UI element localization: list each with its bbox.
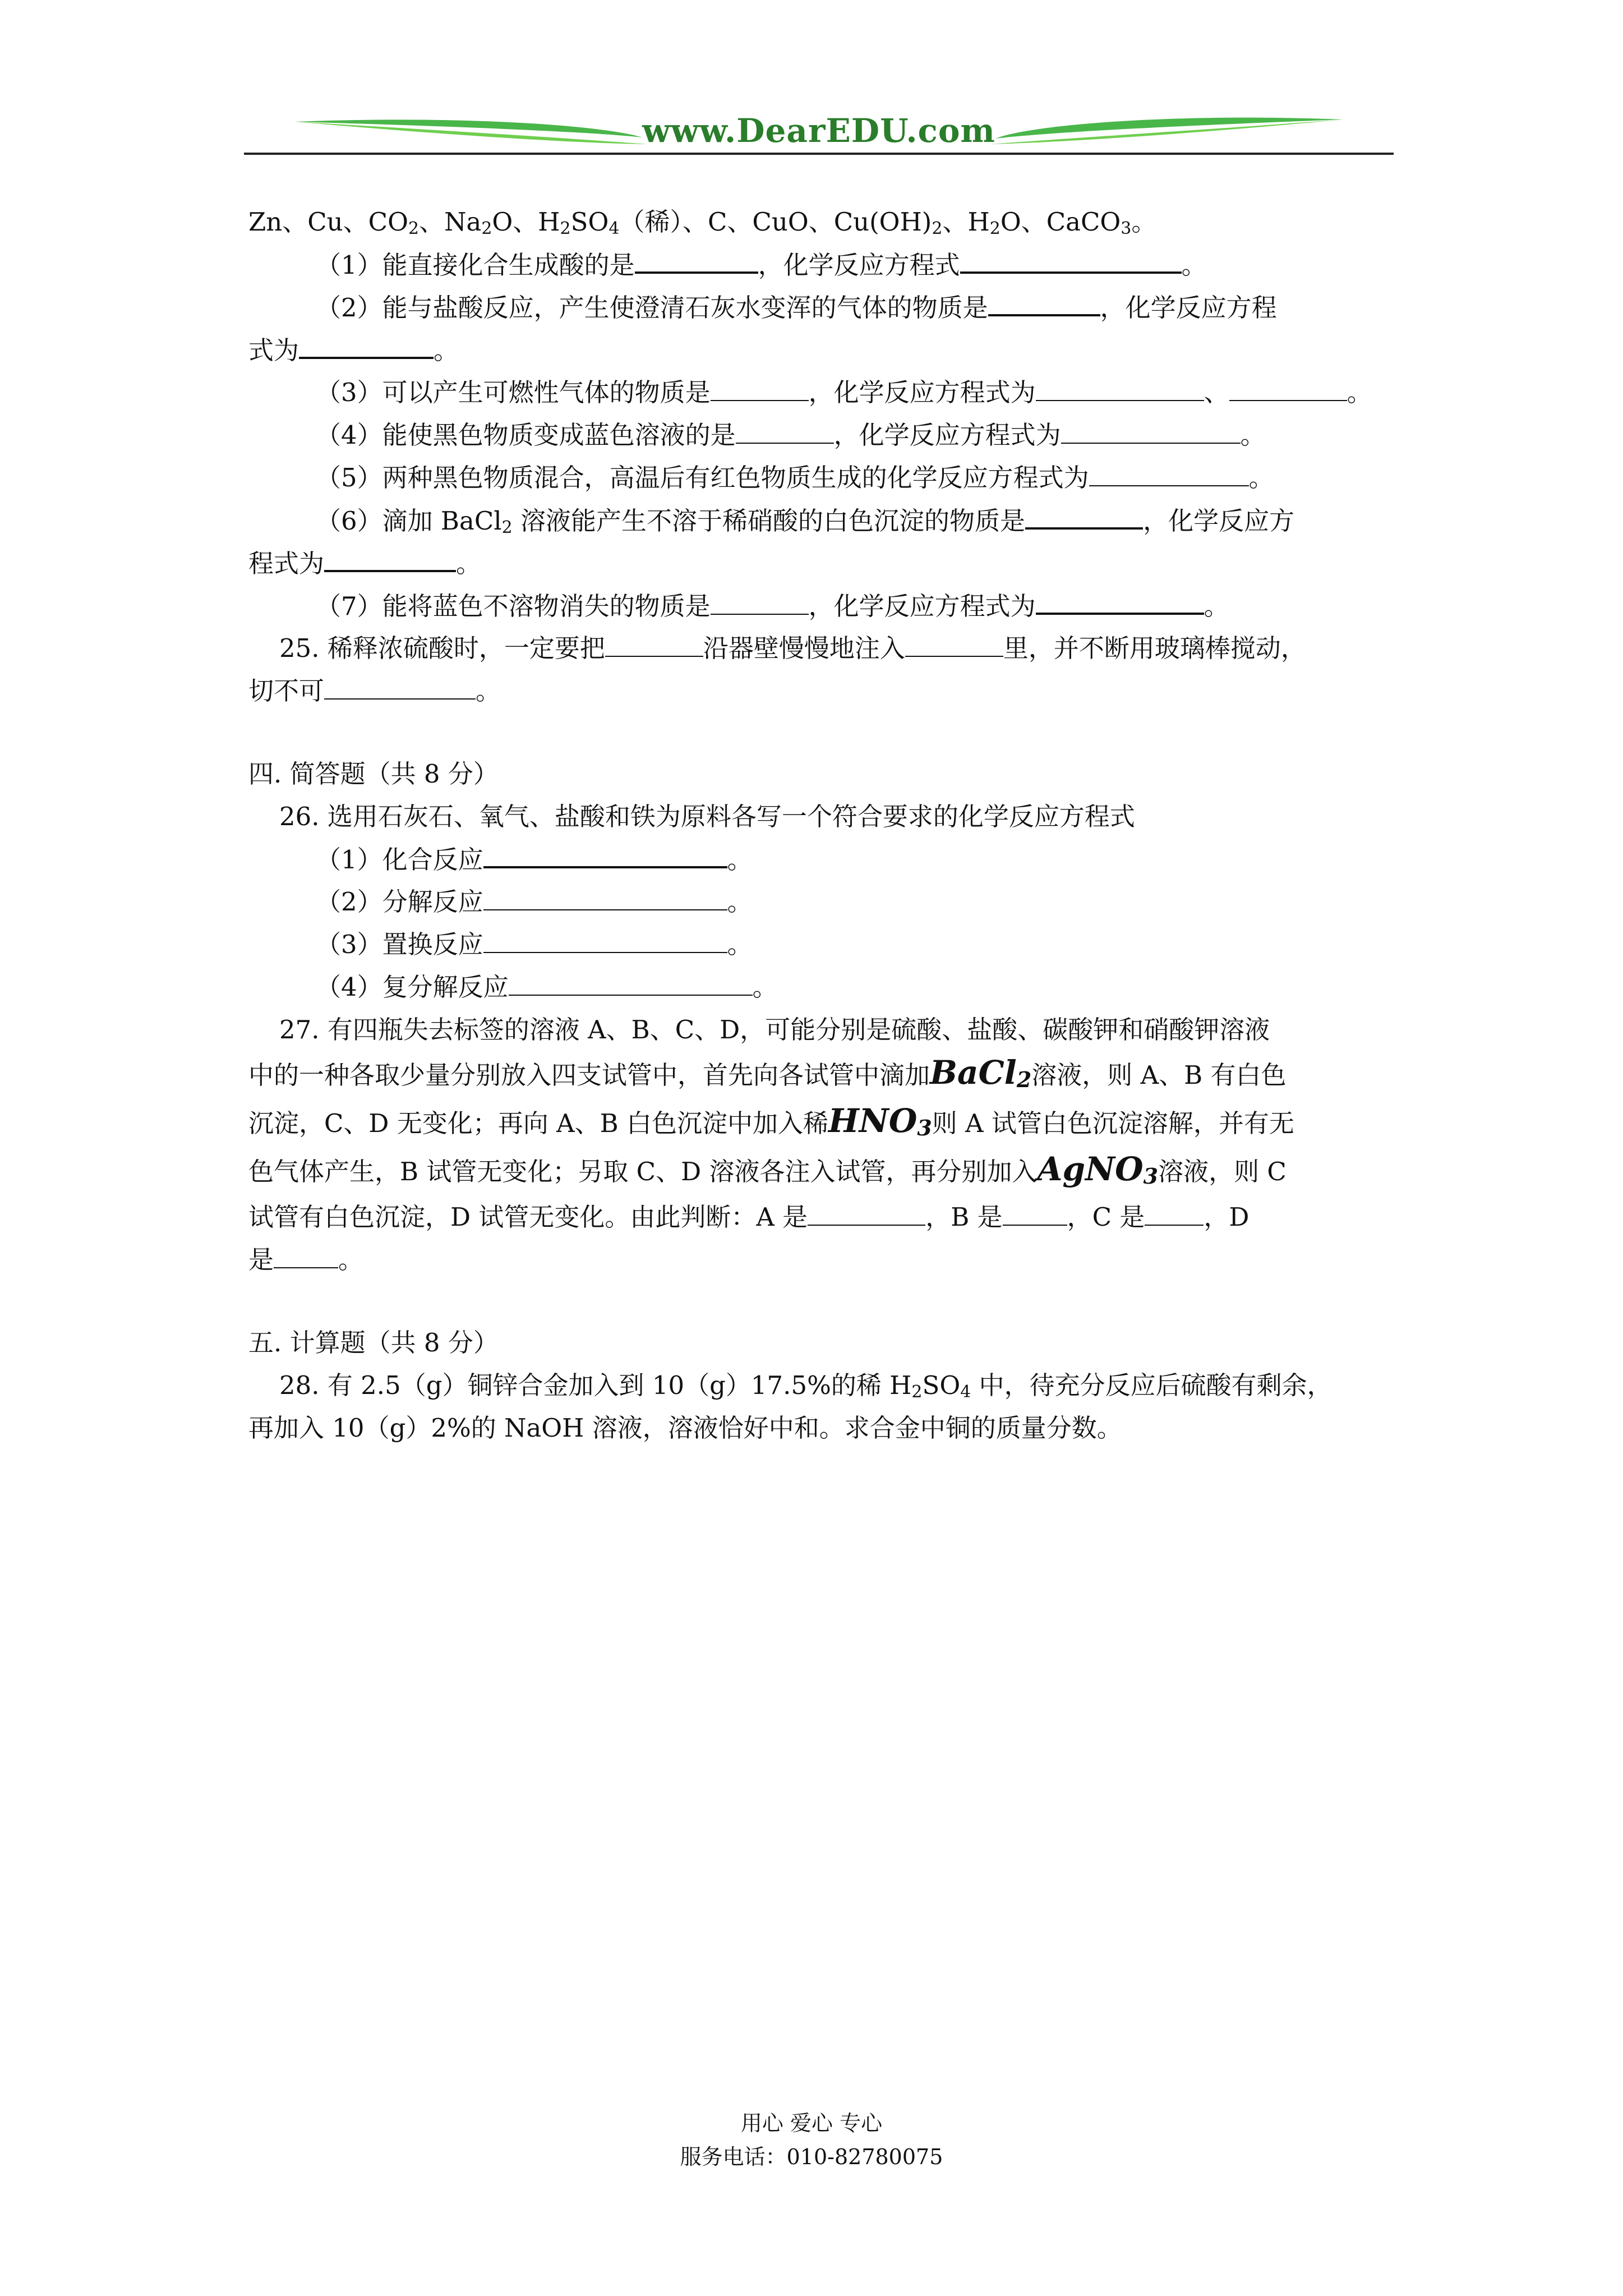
q24-6-text-b: ，化学反应方 [1143,506,1295,536]
q24-item-2-cont [248,329,1398,371]
answer-blank-c[interactable] [1145,1197,1204,1226]
q24-3-sep: 、 [1204,378,1229,407]
q24-item-1 [248,243,1398,286]
q24-3-text-b: ，化学反应方程式为 [808,378,1036,407]
q28-text-2: 再加入 10（g）2%的 NaOH 溶液，溶液恰好中和。求合金中铜的质量分数。 [248,1413,1122,1443]
footer-slogan: 用心 爱心 专心 [740,2111,883,2136]
q24-3-text: （3）可以产生可燃性气体的物质是 [316,378,711,407]
q24-7-end: 。 [1204,591,1229,621]
substance-list [248,201,1398,243]
page-header [244,109,1394,165]
q26-4-end: 。 [752,972,778,1002]
answer-blank-d[interactable] [274,1239,338,1268]
q24-item-5 [248,457,1398,499]
q27-text: 则 A 试管白色沉淀溶解，并有无 [932,1108,1294,1138]
q25-end: 。 [476,676,501,706]
q24-item-6 [248,499,1398,542]
q26-1-end: 。 [727,845,753,875]
q27-text: ，D [1204,1202,1249,1232]
answer-blank[interactable] [736,415,834,444]
substance-list-text: Zn、Cu、$CO_2$、$Na_2O$、$H_2SO_4$（稀）、C、CuO、$Cu(OH)_2$、$H_2O$、CaCO$_3$。 [248,207,1157,238]
q27-text: 溶液，则 A、B 有白色 [1031,1060,1287,1090]
q24-1-end: 。 [1181,250,1207,280]
q28-text: 28. 有 2.5（g）铜锌合金加入到 10（g）17.5%的稀 $H_2SO_4$ 中，待充分反应后硫酸有剩余， [279,1370,1332,1402]
q26-3-label: （3）置换反应 [316,930,483,959]
document-body [248,201,1398,1450]
q27-line-5 [248,1196,1398,1239]
q26-2-end: 。 [727,887,753,917]
q25-text: 25. 稀释浓硫酸时，一定要把 [279,633,605,663]
q26-item-4 [248,966,1398,1009]
q28-line-1 [248,1364,1398,1407]
q24-2-end: 。 [434,335,459,365]
q27-text: 27. 有四瓶失去标签的溶液 A、B、C、D，可能分别是硫酸、盐酸、碳酸钾和硝酸钾溶液 [279,1015,1270,1045]
q27-text: ，B 是 [925,1202,1003,1232]
q27-text: 中的一种各取少量分别放入四支试管中，首先向各试管中滴加 [248,1060,930,1090]
q27-line-6 [248,1239,1398,1281]
formula-hno3: $HNO_3$ [828,1102,932,1140]
formula-agno3: AgNO$_3$ [1037,1150,1159,1189]
q24-5-text: （5）两种黑色物质混合，高温后有红色物质生成的化学反应方程式为 [316,463,1089,493]
logo-text: www.DearEDU.com [642,112,995,150]
q27-text: 试管有白色沉淀，D 试管无变化。由此判断：A 是 [248,1202,808,1232]
page-footer [0,2106,1623,2174]
answer-blank[interactable] [299,329,434,359]
q26-3-end: 。 [727,930,753,959]
q26-1-label: （1）化合反应 [316,845,483,875]
section-4-title [248,753,1398,795]
section-5-title [248,1322,1398,1364]
answer-blank[interactable] [988,286,1100,316]
q24-2-text: （2）能与盐酸反应，产生使澄清石灰水变浑的气体的物质是 [316,293,988,323]
answer-blank[interactable] [483,924,727,953]
q27-line-2 [248,1051,1398,1099]
answer-blank[interactable] [324,670,476,700]
q24-4-text: （4）能使黑色物质变成蓝色溶液的是 [316,420,736,450]
section-5-title-text: 五. 计算题（共 8 分） [248,1328,499,1358]
q24-4-text-b: ，化学反应方程式为 [833,420,1061,450]
q24-6-end: 。 [456,549,482,578]
answer-blank[interactable] [905,628,1003,657]
q27-line-1 [248,1009,1398,1051]
q24-item-4 [248,414,1398,457]
answer-blank[interactable] [711,586,809,615]
answer-blank[interactable] [711,372,809,401]
q27-line-4 [248,1148,1398,1196]
answer-blank[interactable] [483,838,727,868]
answer-blank[interactable] [1089,457,1249,486]
answer-blank[interactable] [1036,372,1204,401]
q24-1-text-b: ，化学反应方程式 [758,250,960,280]
q25 [248,627,1398,670]
q24-2-text-c: 式为 [248,335,299,365]
answer-blank-b[interactable] [1003,1197,1067,1226]
q24-4-end: 。 [1240,420,1266,450]
answer-blank[interactable] [509,967,753,996]
q24-5-end: 。 [1248,463,1274,493]
q26-4-label: （4）复分解反应 [316,972,509,1002]
answer-blank[interactable] [1229,372,1347,401]
answer-blank[interactable] [635,243,758,274]
q24-item-7 [248,585,1398,627]
formula-bacl2: BaCl$_2$ [930,1053,1032,1092]
answer-blank[interactable] [1036,585,1204,615]
q24-6-text-c: 程式为 [248,549,325,578]
answer-blank[interactable] [1025,499,1143,530]
q27-text: 沉淀，C、D 无变化；再向 A、B 白色沉淀中加入稀 [248,1108,828,1138]
q26-item-3 [248,923,1398,966]
q27-text: 是 [248,1245,274,1274]
answer-blank[interactable] [1061,415,1241,444]
q25-text-b: 沿器壁慢慢地注入 [703,633,905,663]
footer-phone: 服务电话：010-82780075 [680,2145,943,2169]
q24-3-end: 。 [1347,378,1372,407]
q27-end: 。 [338,1245,364,1274]
q24-2-text-b: ，化学反应方程 [1100,293,1277,323]
q24-6-text: （6）滴加 BaCl$_2$ 溶液能产生不溶于稀硝酸的白色沉淀的物质是 [316,506,1026,537]
answer-blank[interactable] [960,243,1182,274]
q25-cont [248,670,1398,712]
q24-item-2 [248,286,1398,329]
q24-1-text: （1）能直接化合生成酸的是 [316,250,635,280]
q24-item-6-cont [248,542,1398,585]
q27-line-3 [248,1099,1398,1148]
answer-blank-a[interactable] [808,1197,925,1226]
q27-text: ，C 是 [1067,1202,1145,1232]
q26-stem [248,795,1398,838]
q27-text: 色气体产生，B 试管无变化；另取 C、D 溶液各注入试管，再分别加入 [248,1157,1038,1186]
answer-blank[interactable] [483,881,727,910]
header-rule [244,153,1394,155]
q26-item-1 [248,838,1398,881]
answer-blank[interactable] [324,542,456,572]
answer-blank[interactable] [605,628,703,657]
q28-line-2 [248,1407,1398,1450]
q24-7-text: （7）能将蓝色不溶物消失的物质是 [316,591,711,621]
q26-stem-text: 26. 选用石灰石、氧气、盐酸和铁为原料各写一个符合要求的化学反应方程式 [279,802,1135,831]
q24-item-3 [248,371,1398,414]
q24-7-text-b: ，化学反应方程式为 [808,591,1036,621]
q26-2-label: （2）分解反应 [316,887,483,917]
q25-text-c: 里，并不断用玻璃棒搅动， [1003,633,1306,663]
section-4-title-text: 四. 简答题（共 8 分） [248,759,499,789]
q25-text-d: 切不可 [248,676,325,706]
q27-text: 溶液，则 C [1158,1157,1287,1186]
q26-item-2 [248,881,1398,923]
